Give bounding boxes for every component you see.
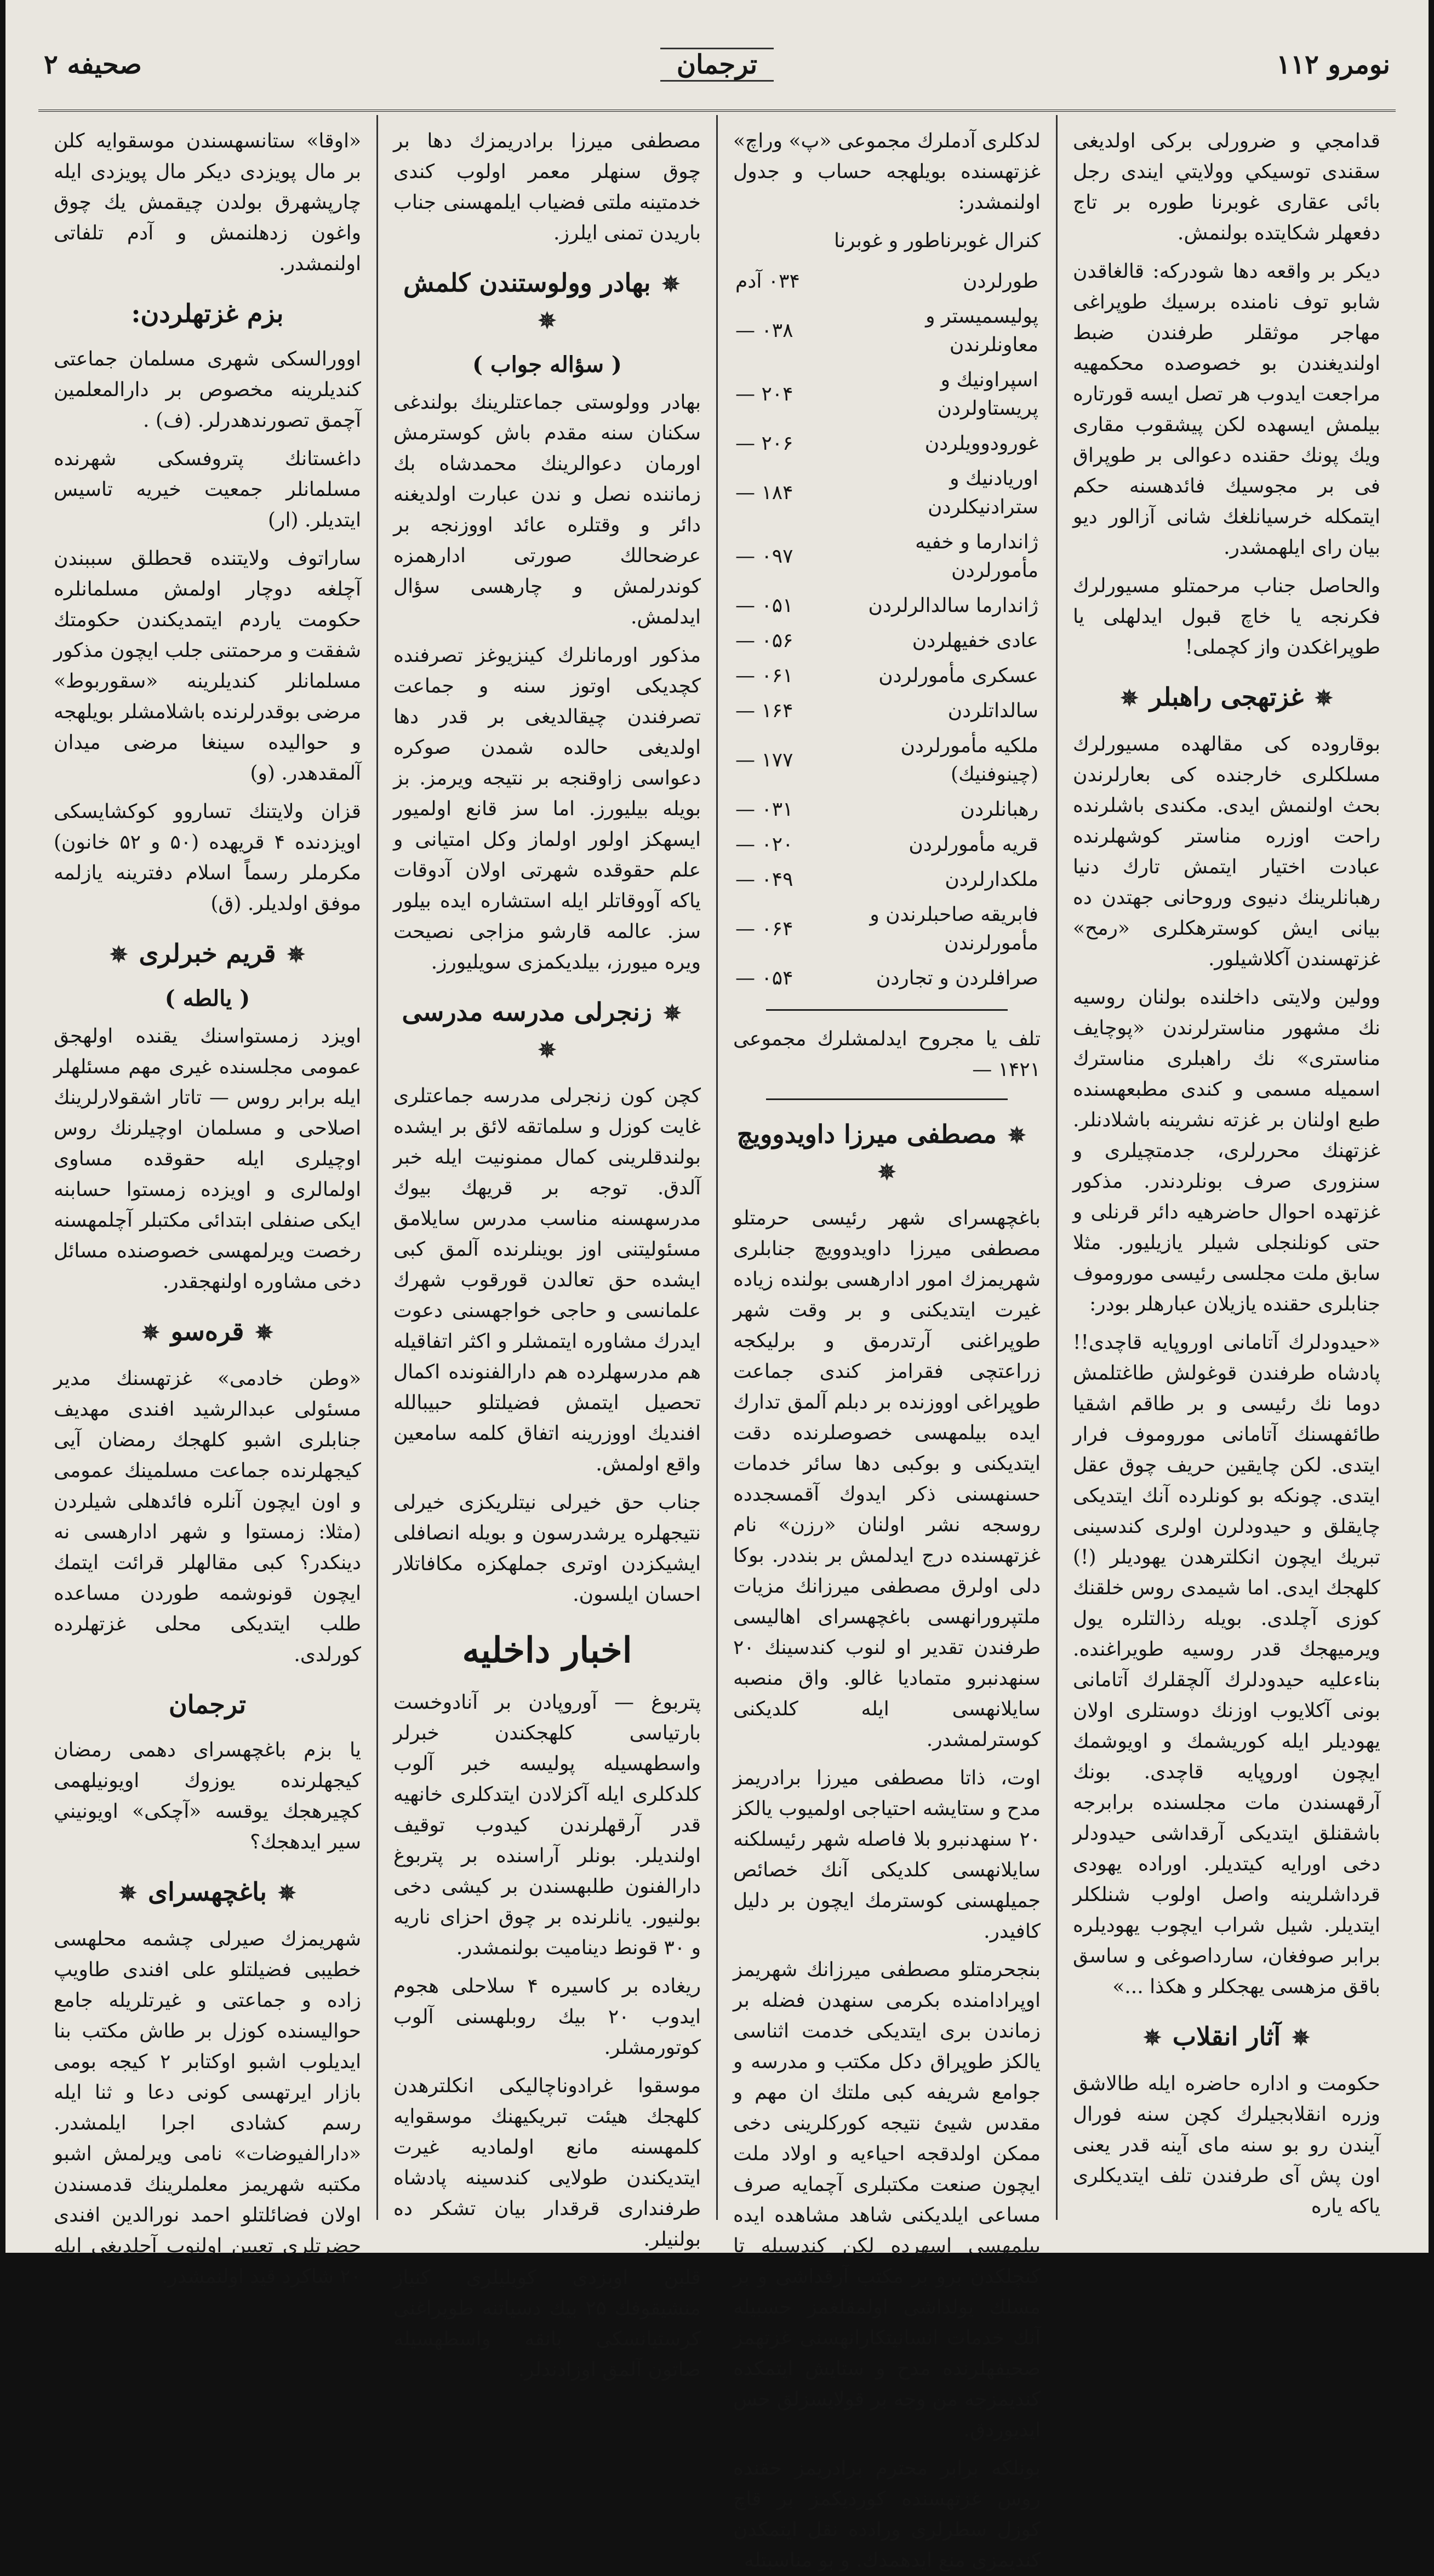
- section-heading: ترجمان: [168, 1690, 246, 1719]
- heading-text: مصطفى ميرزا داويدوويچ: [736, 1119, 997, 1149]
- paragraph: پتربوغ — آوروپادن بر آنادوخست بارتياسى كلهجكندن خبرلر واسطهسيله پوليسه خبر آلوب كلدكلرى ايله آكزلادن ايتدكلرى خانهيه قدر آرقهلرندن كيدوب توقيف اولنديلر. بونلر آراسنده بر پتربوغ دارالفنون طلبهسندن بر كيشى دخى بولنيور. يانلرنده بر چوق احزاى ناريه و ۳۰ قونط ديناميت بولنمشدر.: [393, 1691, 701, 1959]
- table-row: [733, 862, 1041, 897]
- row-value: ۰۳۱ —: [735, 798, 793, 821]
- divider: [766, 1098, 1008, 1100]
- masthead: [38, 33, 1396, 112]
- column-1: [1056, 115, 1396, 2220]
- census-intro: كنرال غوبرناطور و غوبرنا: [834, 230, 1041, 252]
- row-value: ۱۸۴ —: [735, 482, 793, 504]
- row-label: رهبانلردن: [960, 798, 1038, 821]
- heading-text: غزتهجى راهبلر: [1149, 682, 1304, 712]
- paragraph: ديكر بر واقعه دها شودركه: قالغاقدن شابو توف نامنده برسيك طوپراغى مهاجر موثقلر طرفندن ضبط اولنديغندن بو خصوصده محكمهيه مراجعت ايدوب هر تصل ايسه قورتاره بيلمش ايسهده لكن پيشقوب مقارى ويك پونك حقنده دعوالى بر طوپراق فى بر مجوسيك فائدهسنه حكم ايتمكله خرسيانلغك شانى آزالور ديو بيان راى ايلهمشدر.: [1073, 260, 1380, 559]
- ornament-icon: ✵: [141, 1320, 160, 1346]
- divider: [766, 1009, 1008, 1011]
- table-row: [733, 827, 1041, 862]
- row-label: قريه مأمورلردن: [909, 833, 1038, 856]
- casualty-table: [733, 264, 1041, 996]
- heading-text: آثار انقلاب: [1172, 2022, 1281, 2051]
- paragraph: مصطفى ميرزا برادريمزك دها بر چوق سنهلر معمر اولوب كندى خدمتينه ملتى فضياب ايلمهسنى جناب باريدن تمنى ايلرز.: [393, 130, 701, 244]
- row-value: ۲۰۴ —: [735, 383, 793, 405]
- ornament-icon: ✵: [663, 1000, 682, 1026]
- paragraph: اويزد زمستواسنك يقنده اولهجق عمومى مجلسنده غيرى مهم مسئلهلر ايله برابر روس — تاتار اشقولارلرينك اصلاحى و مسلمان اوچيلرنك روس اوچيلرى ايله حقوقده مساوى اولمالرى و اويزده زمستوا حسابنه ايكى صنفلى ابتدائى مكتبلر آچلمهسنه رخصت ويرلمهسى خصوصنده مسائل دخى مشاوره اولنهجقدر.: [54, 1025, 361, 1293]
- issue-number: نومرو ۱۱۲: [1276, 49, 1390, 80]
- row-value: ۰۶۴ —: [735, 918, 793, 940]
- heading-text: باغچهسراى: [148, 1877, 267, 1907]
- row-value: ۰۲۰ —: [735, 833, 793, 856]
- section-heading: [54, 936, 361, 972]
- ornament-icon: ✵: [538, 1037, 557, 1063]
- table-row: [733, 729, 1041, 792]
- section-heading: [54, 1874, 361, 1911]
- table-row: [733, 461, 1041, 525]
- row-value: ۰۹۷ —: [735, 545, 793, 568]
- table-row: [733, 897, 1041, 961]
- paragraph: داغستانك پتروفسكى شهرنده مسلمانلر جمعيت خيريه تاسيس ايتديلر. (ار): [54, 448, 361, 531]
- paragraph: والحاصل جناب مرحمتلو مسيورلرك فكرنجه يا خاچ قبول ايدلهلى يا طوپراغكدن واز كچملى!: [1073, 575, 1380, 659]
- paper-name: ترجمان: [660, 48, 774, 82]
- row-label: ژاندارما سالدالرلردن: [868, 594, 1038, 617]
- paragraph: كچن كون زنجرلى مدرسه جماعتلرى غايت كوزل و سلماتقه لائق بر ايشده بولندقلرينى كمال ممنونيت ايله خبر آلدق. توجه بر قريهك بيوك مدرسهسنه مناسب مدرس سايلامق مسئوليتنى اوز بوينلرنده آلمق كبى ايشده حق تعالدن قورقوب شهرك علمانسى و حاجى خواجهسنى دعوت ايدرك مشاوره ايتمشلر و اكثر اتفاقيله هم مدرسهلرده هم دارالفنونده اكمال تحصيل ايتمش فضيلتلو حبيبالله افنديك اووزرينه اتفاق كلمه سامعين واقع اولمش.: [393, 1085, 701, 1475]
- subheading: ( يالطه ): [164, 986, 250, 1011]
- paragraph: ساراتوف ولايتنده قحطلق سببندن آچلغه دوچار اولمش مسلمانلره حكومت ياردم ايتمديكندن حكومتك شفقت و مرحمتنى جلب ايچون مذكور مسلمانلر كنديلرينه «سقوربوط» مرضى بوقدرلرنده باشلامشلر بويلهجه و حواليده سينغا مرضى ميدان آلمقدهدر. (و): [54, 547, 361, 785]
- row-value: ۰۵۶ —: [735, 629, 793, 652]
- columns: [38, 115, 1396, 2572]
- table-row: [733, 623, 1041, 659]
- paragraph: بوقاروده كى مقالهده مسيورلرك مسلكلرى خارجنده كى بعارلرندن بحث اولنمش ايدى. مكندى باشلرنده راحت اوزره مناستر كوشهلرنده عبادت اختيار ايتمش تارك دنيا رهبانلرينك دنيوى وروحانى جهتدن ده بيانى ايش كوسترهكلرى «رمح» غزتهسندن آكلاشيلور.: [1073, 733, 1380, 970]
- row-value: ۰۵۱ —: [735, 594, 793, 617]
- paragraph: بونلكه برابر محترم برادريمز حقنده روس غزتهسنده كورديكمز بر قاچ كوزل سطرلرى ورادده نقل ايتمكدن كنديمزى منع ايدهمدك. و بو مناسبتله: [733, 2457, 1041, 2572]
- row-label: صرافلردن و تجاردن: [876, 967, 1038, 989]
- table-row: [733, 264, 1041, 299]
- ornament-icon: ✵: [255, 1320, 273, 1346]
- paragraph: اوورالسكى شهرى مسلمان جماعتى كنديلرينه مخصوص بر دارالمعلمين آچمق تصورندهدرلر. (ف) .: [54, 348, 361, 432]
- section-heading: [1073, 679, 1380, 716]
- row-label: ملكدارلردن: [945, 868, 1038, 891]
- paragraph: «حيدودلرك آتامانى اوروپايه قاچدى!! پادشاه طرفندن قوغولش طاغتلمش دوما نك رئيسى و بر طاقم اشقيا طائفهسنك آتامانى موروموف فرار ايتدى. لكن چايقين حريف چوق عقل ايتدى. چونكه بو كونلرده آنك ايتديكى چايقلق و حيدودلرن اولرى كندسينى تبريك ايچون انكلترهدن يهوديلر (!) كلهجك ايدى. اما شيمدى روس خلقنك كوزى آچلدى. بويله رذالتلره يول ويرميهجك قدر روسيه طويراغنده. بناءعليه حيدودلرك آلچقلرك آتامانى بونى آكلايوب اوزنك دوستلرى اولان يهوديلر ايله كوريشمك و اويوشمك ايچون اوروپايه قاچدى. بونك آرقهسندن مات مجلسنده برابرجه باشقنلق ايتديكى آرقداشى حيدودلر دخى اورايه كيتديلر. اوراده يهودى قرداشلرينه واصل اولوب شنلكلر ايتديلر. شيل شراب ايچوب يهوديلره برابر صوفغان، سارداصوغى و ساسق باقق مزهسى يهجكلر و هكذا ...»: [1073, 1331, 1380, 1998]
- heading-text: بهادر وولوستندن كلمش: [403, 268, 651, 297]
- paragraph: قدامجي و ضرورلى بركى اولديغى سقندى توسيكي وولايتي ايندى رجل بائى عقارى غوبرنا طوره بر تاج دفعهلر شكايتده بولنمش.: [1073, 130, 1380, 244]
- paragraph: بنجحرمتلو مصطفى ميرزانك شهريمز اوپرادامنده بكرمى سنهدن فضله بر زماندن برى ايتديكى خدمت اثناسى يالكز طوپراق دكل مكتب و مدرسه و جوامع شريفه كبى ملتك ان مهم و مقدس شيئ نتيجه كوركلرينى دخى ممكن اولدقجه احياءيه و اولاد ملت ايچون صنعت مكتبلرى آچمايه صرف مساعى ايلديكنى شاهد مشاهده ايده بيلمهسى اسهرده لكن كندسيله تا كنچلكدن برو بر مكتب آرقداشى و بر مسلك يولداشى اولمقلغمز حسبيله آنك خدمات انسانيتكارانهسنى غزتهمز صحيفهلرنده مدح و ستايش ايتمكده كنديمزجه من وجه بر قولايسزلق حس ايديوردق.: [733, 1959, 1041, 2441]
- paragraph: مذكور اورمانلرك كينزيوغز تصرفنده كچديكى اوتوز سنه و جماعت تصرفندن چيقالديغى بر قدر دها اولديغى حالده شمدن صوكره دعواسى زاوقنجه بر نتيجه ويرمز. بز بويله بيليورز. اما سز قانع اولميور ايسهكز اولور اولماز وكل امتيانى و علم حقوقده شهرتى اولان آدوقات ياكه آووقاتلر ايله استشاره ايده بيلور سز. عالمه قارشو مزاجى نصيحت ويره ميورز، بيلديكمزى سويليورز.: [393, 644, 701, 974]
- paragraph: بهادر وولوستى جماعتلرينك بولندغى سكنان سنه مقدم باش كوسترمش اورمان دعوالرينك محمدشاه بك زماننده نصل و ندن عبارت اولديغنه دائر و وقتلره عائد اووزنجه بر عرضحالك صورتى ادارهمزه كوندرلمش و چارهسى سؤال ايدلمش.: [393, 391, 701, 628]
- paragraph: لدكلرى آدملرك مجموعى «پ» وراچ» غزتهسنده بويلهجه حساب و جدول اولنمشدر:: [733, 130, 1041, 214]
- table-row: [733, 961, 1041, 996]
- table-row: [733, 525, 1041, 588]
- ornament-icon: ✵: [1143, 2025, 1162, 2051]
- paragraph: اوت، ذاتا مصطفى ميرزا برادريمز مدح و ستايشه احتياجى اولميوب يالكز ۲۰ سنهدنبرو بلا فاصله شهر رئيسلكنه سايلانهسى كلديكى آنك خصائص جميلهسنى كوسترمك ايچون بر دليل كافيدر.: [733, 1767, 1041, 1943]
- table-row: [733, 694, 1041, 729]
- row-value: ۰۴۹ —: [735, 868, 793, 891]
- paper-name-box: [38, 49, 1396, 80]
- ornament-icon: ✵: [1120, 685, 1139, 711]
- section-heading: [54, 1314, 361, 1350]
- ornament-icon: ✵: [277, 1880, 296, 1906]
- row-label: اوريادنيك و سترادنيكلردن: [928, 467, 1038, 518]
- paragraph: باغچهسراى شهر رئيسى حرمتلو مصطفى ميرزا داويدوويچ جنابلرى شهريمزك امور ادارهسى بولنده زياده غيرت ايتديكنى و بر وقت شهر طوپراغنى آرتدرمق و برليكجه زراعتچى فقرامز كندى جماعت طوپراغى اووزنده بر دبلم آلمق تدارك ايده بيلمهسى خصوصلرنده دقت ايتديكنى و بوكبى دها سائر خدمات حسنهسنى ذكر ايدوك آقمسجدده روسجه نشر اولنان «رزن» نام غزتهسنده درج ايدلمش بر بنددر. بوكا دلى اولرق مصطفى ميرزانك مزيات ملتپرورانهسى باغچهسراى اهاليسى طرفندن تقدير او لنوب كندسينك ۲۰ سنهدنبرو متماديا غالو. واق منصبه سايلانهسى ايله كلديكنى كوسترلمشدر.: [733, 1207, 1041, 1751]
- paragraph: قزان ولايتنك تساروو كوكشايسكى اويزدنده ۴ قريهده (۵۰ و ۵۲ خانون) مكرملر رسماً اسلام دفترينه يازلمه موفق اولديلر. (ق): [54, 800, 362, 915]
- paragraph: «اوقا» ستانسهسندن موسقوايه كلن بر مال پويزدى ديكر مال پويزدى ايله چارپشهرق بولدن چيقمش يك چوق واغون زدهلنمش و آدم تلفاتى اولنمشدر.: [54, 130, 361, 275]
- row-label: غورودوويلردن: [924, 432, 1038, 455]
- paragraph: شهريمزك صيرلى چشمه محلهسى خطيبى فضيلتلو على افندى طاويپ زاده و جماعتى و غيرتلريله جامع حواليسنده كوزل بر طاش مكتب بنا ايديلوب اشبو اوكتابر ۲ كيجه بومى بازار ايرتهسى كونى دعا و ثنا ايله رسم كشادى اجرا ايلمشدر. «دارالفيوضات» نامى ويرلمش اشبو مكتبه شهريمز معلملرينك قدمسندن اولان فضائلتلو احمد نورالدين افندى حضرتلرى تعيين اولنوب آچلديغى ايله ۲۰ شاكرد قيد اولنمشدر.: [54, 1928, 361, 2288]
- table-row: [733, 792, 1041, 827]
- paragraph: «وطن خادمى» غزتهسنك مدير مسئولى عبدالرشيد افندى مهديف جنابلرى اشبو كلهجك رمضان آيى كيجهلرنده جماعت مسلمينك عمومى و اون ايچون آنلره فائدهلى شيلردن (مثلا: زمستوا و شهر ادارهسى نه دينكدر؟ كبى مقالهلر قرائت ايتمك ايچون قونوشمه طوردن مساعده طلب ايتديكى محلى غزتهلرده كورلدى.: [54, 1367, 361, 1666]
- section-heading: بزم غزتهلردن:: [131, 299, 284, 328]
- ornament-icon: ✵: [538, 308, 557, 334]
- table-row: [733, 588, 1041, 623]
- section-heading: [1073, 2019, 1380, 2056]
- row-label: پوليسميستر و معاونلرندن: [925, 305, 1038, 356]
- ornament-icon: ✵: [661, 271, 681, 297]
- column-2: [716, 115, 1056, 2572]
- row-label: اسپراونيك و پريستاولردن: [937, 369, 1038, 420]
- column-3: [376, 115, 716, 2381]
- ornament-icon: ✵: [118, 1880, 137, 1906]
- row-label: ملكيه مأمورلردن (چينوفنيك): [900, 735, 1038, 786]
- ornament-icon: ✵: [287, 942, 305, 968]
- section-title: اخبار داخليه: [462, 1630, 632, 1671]
- row-value: ۰۵۴ —: [735, 967, 793, 989]
- row-label: سالداتلردن: [947, 700, 1038, 722]
- ornament-icon: ✵: [1292, 2025, 1310, 2051]
- table-row: [733, 299, 1041, 363]
- ornament-icon: ✵: [877, 1159, 896, 1185]
- table-row: [733, 363, 1041, 426]
- census-total: تلف يا مجروح ايدلمشلرك مجموعى ۱۴۲۱ —: [733, 1028, 1041, 1081]
- paragraph: حكومت و اداره حاضره ايله طالاشق وزره انقلابجيلرك كچن سنه فورال آيندن رو بو سنه ماى آينه قدر يعنى اون پش آى طرفندن تلف ايتديكلرى ياكه ياره: [1073, 2073, 1380, 2218]
- paragraph: جناب حق خيرلى نيتلريكزى خيرلى نتيجهلره يرشدرسون و بويله انصافلى ايشيكزدن اوترى جملهكزه مكافاتلار احسان ايلسون.: [393, 1491, 701, 1606]
- row-label: عادى خفيهلردن: [912, 629, 1038, 652]
- row-label: عسكرى مأمورلردن: [878, 665, 1038, 687]
- table-row: [733, 659, 1041, 694]
- paragraph: ريغاده بر كاسيره ۴ سلاحلى هجوم ايدوب ۲۰ بيك روبلهسنى آلوب كوتورمشلر.: [393, 1975, 701, 2059]
- section-heading: [393, 994, 701, 1068]
- row-value: ۱۶۴ —: [735, 700, 793, 722]
- paragraph: يا بزم باغچهسراى دهمى رمضان كيجهلرنده يوزوك اويونيلهمى كچيرهجك يوقسه «آچكى» اويونيني سير ايدهجك؟: [54, 1739, 361, 1853]
- page-label: صحيفه ۲: [44, 49, 142, 80]
- ornament-icon: ✵: [1007, 1123, 1026, 1148]
- table-row: [733, 426, 1041, 461]
- row-value: ۲۰۶ —: [735, 432, 793, 455]
- ornament-icon: ✵: [1315, 685, 1333, 711]
- paragraph: وولين ولايتى داخلنده بولنان روسيه نك مشهور مناسترلرندن «پوچايف مناسترى» نك راهبلرى مناسترك اسميله مسمى و كندى مطبعهسنده طبع اولنان بر غزته نشرينه باشلادنلر. غزتهنك محررلرى، جدمتچيلرى و سنزورى صرف بونلردندر. مذكور غزتهده احوال حاضرهيه دائر قرنلى و حتى كونلنجلى شيلر يازيليور. مثلا سابق ملت مجلسى رئيسى موروموف جنابلرى حقنده يازيلان عبارهلر بودر:: [1073, 986, 1380, 1315]
- heading-text: زنجرلى مدرسه مدرسى: [402, 997, 653, 1027]
- row-value: ۰۳۴ آدم: [735, 270, 800, 293]
- ornament-icon: ✵: [110, 942, 128, 968]
- row-value: ۰۳۸ —: [735, 319, 793, 342]
- section-heading: [393, 265, 701, 339]
- paragraph: قلبن اوبزدى كويليلرى كنياز منشيقوفك ۲۵ بيك دسياتنه طوپراغنى كرستيانسكى بانقه واسطهسيله صاتون آلمق اوزادندلر.: [393, 2266, 701, 2381]
- row-label: فابريقه صاحبلرندن و مأمورلرندن: [870, 903, 1038, 954]
- section-heading: [733, 1117, 1041, 1190]
- row-label: ژاندارما و خفيه مأمورلردن: [915, 531, 1038, 582]
- subheading: ( سؤاله جواب ): [472, 352, 622, 377]
- newspaper-page: [5, 0, 1429, 2572]
- row-value: ۱۷۷ —: [735, 749, 793, 771]
- row-label: طورلردن: [963, 270, 1038, 293]
- heading-text: قريم خبرلرى: [139, 938, 276, 968]
- column-4: [38, 115, 376, 2288]
- row-value: ۰۶۱ —: [735, 665, 793, 687]
- paragraph: موسقوا غرادوناچاليكى انكلترهدن كلهجك هيئت تبريكيهنك موسقوايه كلمهسنه مانع اولماديه غيرت ايتديكندن طولايى كندسينه پادشاه طرفندارى قرقدار بيان تشكر ده بولنيلر.: [393, 2075, 701, 2251]
- heading-text: قره‌سو: [170, 1316, 244, 1346]
